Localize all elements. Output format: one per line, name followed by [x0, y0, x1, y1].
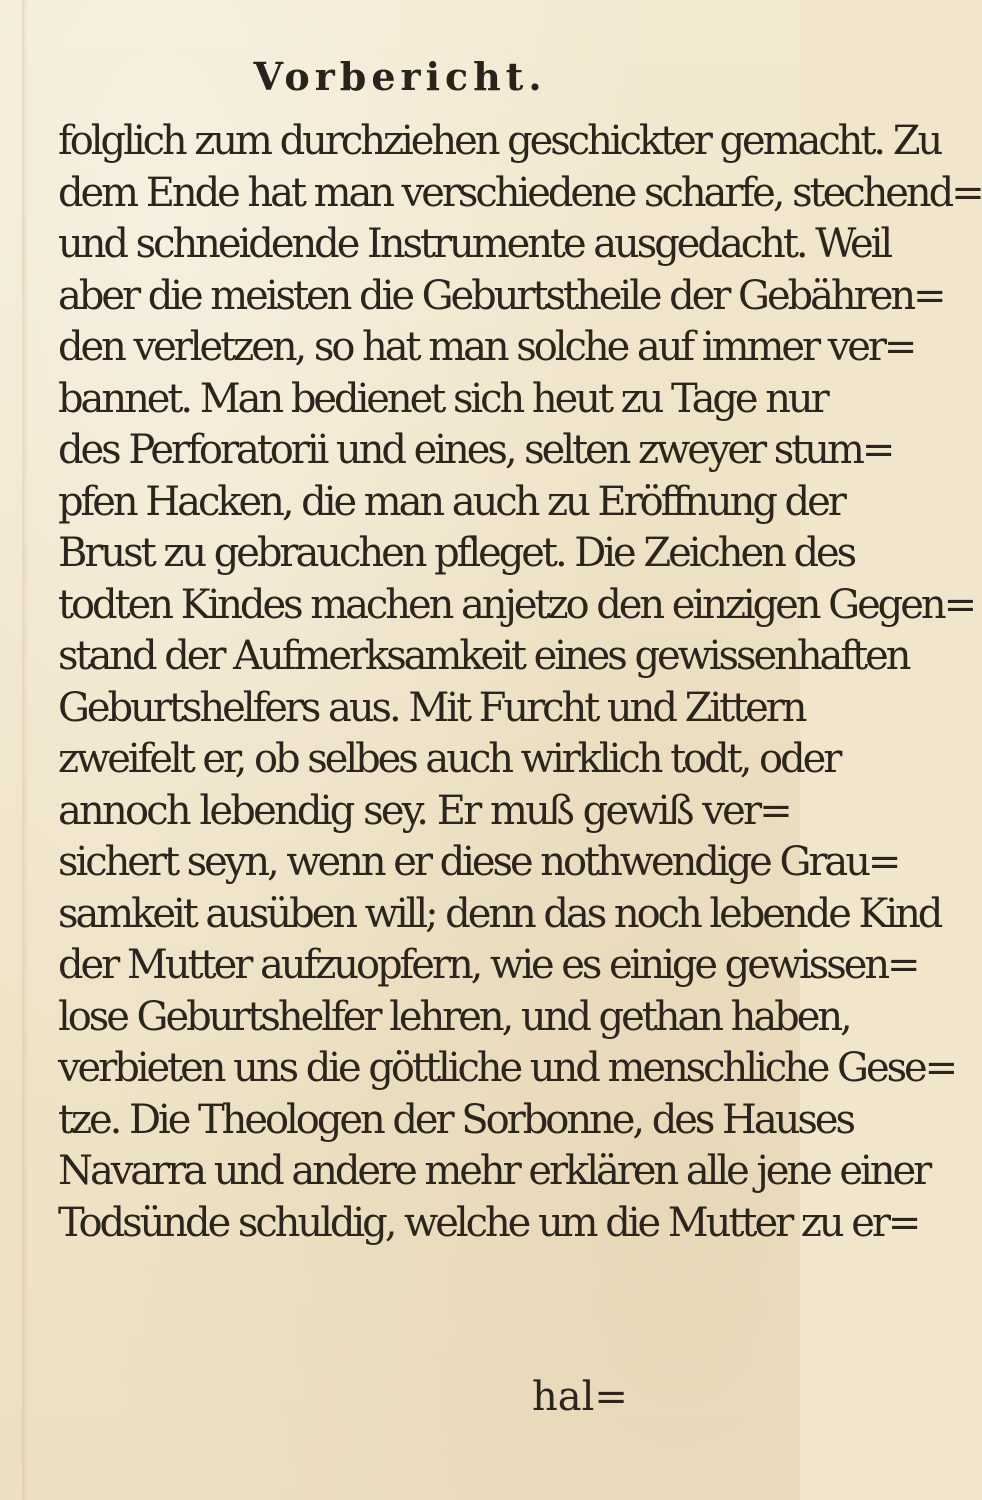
text-line: tze. Die Theologen der Sorbonne, des Hauses: [58, 1096, 853, 1143]
text-line: bannet. Man bedienet sich heut zu Tage nur: [58, 375, 827, 422]
text-line: Todsünde schuldig, welche um die Mutter zu er=: [58, 1199, 919, 1246]
text-line: dem Ende hat man verschiedene scharfe, stechend=: [58, 169, 982, 216]
text-line: Geburtshelfers aus. Mit Furcht und Zittern: [58, 684, 805, 731]
text-line: zweifelt er, ob selbes auch wirklich todt, oder: [58, 736, 840, 782]
text-line: Brust zu gebrauchen pfleget. Die Zeichen des: [58, 530, 855, 576]
text-line: samkeit ausüben will; denn das noch lebende Kind: [58, 890, 941, 937]
text-line: stand der Aufmerksamkeit eines gewissenhaften: [58, 633, 909, 679]
text-line: sichert seyn, wenn er diese nothwendige Grau=: [58, 839, 899, 885]
text-line: und schneidende Instrumente ausgedacht. Weil: [58, 221, 891, 267]
text-line: lose Geburtshelfer lehren, und gethan haben,: [58, 993, 850, 1040]
text-line: annoch lebendig sey. Er muß gewiß ver=: [58, 787, 790, 834]
text-line: verbieten uns die göttliche und menschliche Gese=: [58, 1045, 956, 1091]
body-text: [58, 116, 982, 1249]
text-line: pfen Hacken, die man auch zu Eröffnung der: [58, 478, 844, 525]
text-line: aber die meisten die Geburtstheile der Gebähren=: [58, 272, 944, 319]
text-line: todten Kindes machen anjetzo den einzigen Gegen=: [58, 581, 975, 628]
text-line: der Mutter aufzuopfern, wie es einige gewissen=: [58, 942, 918, 988]
text-line: folglich zum durchziehen geschickter gemacht. Zu: [58, 118, 941, 164]
running-head: Vorbericht.: [253, 54, 547, 99]
text-line: den verletzen, so hat man solche auf immer ver=: [58, 324, 915, 370]
catchword: hal=: [532, 1374, 628, 1420]
text-line: Navarra und andere mehr erklären alle jene einer: [58, 1148, 930, 1194]
text-line: des Perforatorii und eines, selten zweyer stum=: [58, 427, 893, 473]
